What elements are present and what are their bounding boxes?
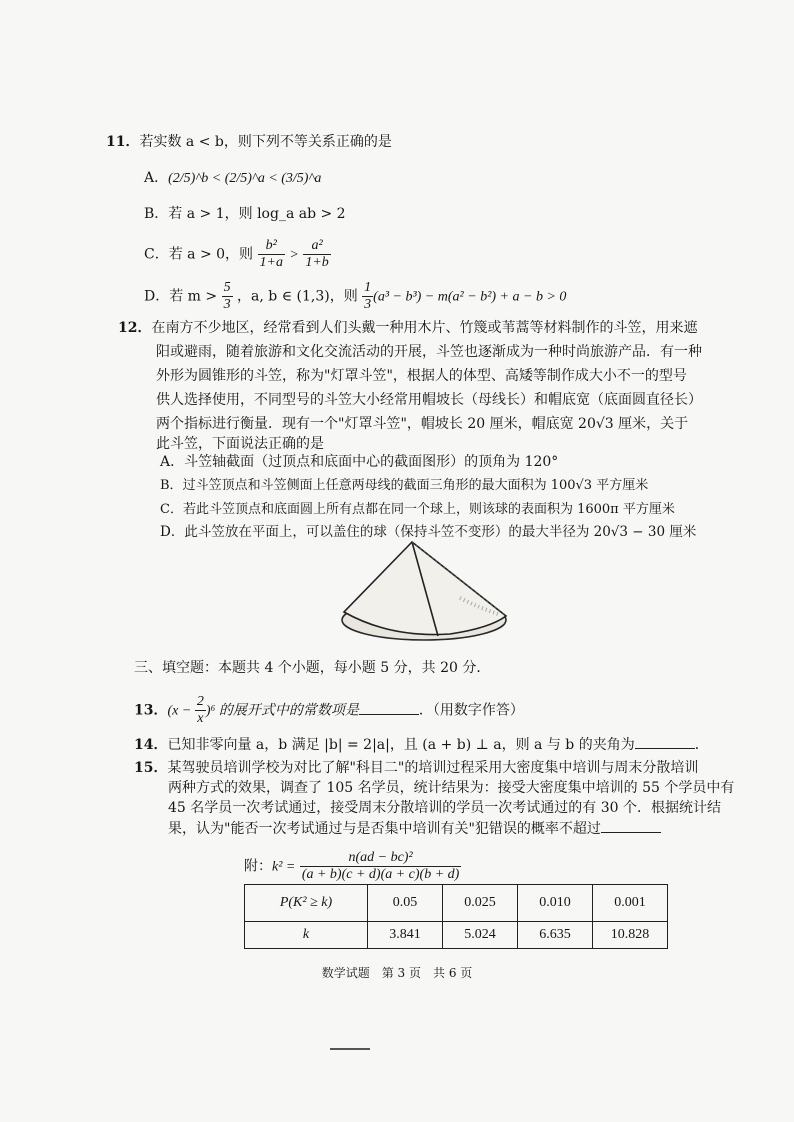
q14-answer-blank [635, 734, 695, 749]
q11-c-f1-num: b² [258, 238, 285, 255]
q12-option-c-text: 若此斗笠顶点和底面圆上所有点都在同一个球上，则该球的表面积为 1600π 平方厘米 [182, 502, 675, 517]
formula-lhs: k² = [272, 859, 296, 875]
q12-option-b-text: 过斗笠顶点和斗笠侧面上任意两母线的截面三角形的最大面积为 100√3 平方厘米 [182, 478, 649, 493]
table-row [245, 885, 668, 922]
q11-option-c [144, 238, 331, 271]
q11-d-fraction-m [222, 280, 233, 313]
q13-number: 13． [134, 702, 168, 719]
q13 [134, 694, 524, 727]
q14 [134, 734, 709, 755]
q12-line-1 [118, 318, 697, 338]
table-row [245, 922, 668, 949]
q11-option-c-prefix: 若 a > 0，则 [168, 246, 254, 263]
q12-option-c-label: C． [160, 502, 183, 517]
q15-appendix [244, 850, 461, 883]
table-cell: 3.841 [368, 922, 443, 949]
q14-text: 已知非零向量 a，b 满足 |b| = 2|a|，且 (a + b) ⊥ a，则 a 与 b 的夹角为 [167, 737, 635, 753]
table-cell: 0.001 [593, 885, 668, 922]
table-cell: 6.635 [518, 922, 593, 949]
page-footer: 数学试题 第 3 页 共 6 页 [321, 966, 473, 980]
q11-option-d-tail: (a³ − b³) − m(a² − b²) + a − b > 0 [373, 289, 567, 305]
q11-d-fraction-third [362, 280, 373, 313]
formula-denominator: (a + b)(c + d)(a + c)(b + d) [301, 867, 460, 882]
q12-number: 12． [118, 320, 152, 336]
q12-option-a-text: 斗笠轴截面（过顶点和底面中心的截面图形）的顶角为 120° [184, 454, 559, 470]
q11-option-d [144, 280, 566, 313]
table-row-head-p: P(K² ≥ k) [245, 885, 368, 922]
q11-option-a-label: A． [144, 170, 169, 186]
q12-option-b-label: B． [160, 478, 183, 493]
q15-line-1 [134, 758, 698, 778]
q11-d-f2-num: 1 [364, 280, 372, 295]
q11-d-f1-num: 5 [223, 280, 231, 295]
q13-frac-den: x [197, 711, 204, 726]
q11-option-d-prefix: 若 m > [169, 288, 218, 305]
q11-number: 11． [106, 134, 140, 150]
q12-line-2: 阳或避雨，随着旅游和文化交流活动的开展，斗笠也逐渐成为一种时尚旅游产品．有一种 [156, 344, 702, 360]
critical-value-table [244, 884, 668, 949]
q13-fraction [195, 694, 206, 727]
q12-option-c [160, 500, 675, 520]
scan-mark [330, 1048, 370, 1050]
q11-c-f2-num: a² [303, 238, 330, 255]
q15-line-4 [168, 818, 661, 839]
table-cell: 10.828 [593, 922, 668, 949]
q11-option-b-text: 若 a > 1，则 log_a ab > 2 [168, 206, 346, 222]
q12-option-a-label: A． [160, 454, 185, 470]
q15-number: 15． [134, 760, 168, 776]
q15-text-1: 某驾驶员培训学校为对比了解"科目二"的培训过程采用大密度集中培训与周末分散培训 [167, 760, 699, 776]
q11-c-f1-den: 1+a [259, 255, 283, 270]
q11-d-f1-den: 3 [223, 297, 231, 312]
q12-line-3: 外形为圆锥形的斗笠，称为"灯罩斗笠"，根据人的体型、高矮等制作成大小不一的型号 [156, 368, 687, 384]
bamboo-hat-illustration [330, 538, 510, 648]
table-cell: 0.05 [368, 885, 443, 922]
q11-c-f2-den: 1+b [305, 255, 329, 270]
q13-answer-blank [359, 700, 419, 715]
q15-line-2: 两种方式的效果，调查了 105 名学员，统计结果为：接受大密度集中培训的 55 个学员中有 [168, 780, 735, 796]
q15-answer-blank [601, 818, 661, 833]
q13-tail: ．（用数字作答） [418, 702, 524, 719]
q11-d-f2-den: 3 [364, 297, 372, 312]
q13-expr-pre: (x − [167, 703, 195, 719]
q11-c-fraction-left [258, 238, 285, 271]
q12-line-4: 供人选择使用，不同型号的斗笠大小经常用帽坡长（母线长）和帽底宽（底面圆直径长） [156, 392, 702, 408]
chi-square-formula [300, 850, 462, 883]
q14-number: 14． [134, 737, 168, 753]
q11-option-d-label: D． [144, 288, 170, 305]
section-title-fill-in: 三、填空题：本题共 4 个小题，每小题 5 分，共 20 分． [134, 660, 491, 676]
q14-tail: ． [694, 737, 709, 753]
q11-option-b [144, 204, 346, 224]
q13-frac-num: 2 [196, 694, 204, 709]
appendix-label: 附： [244, 858, 272, 875]
q11-stem [106, 132, 392, 152]
q13-expr-post: )⁶ 的展开式中的常数项是 [205, 703, 359, 719]
q11-stem-text: 若实数 a < b，则下列不等关系正确的是 [139, 134, 392, 150]
q12-text-1: 在南方不少地区，经常看到人们头戴一种用木片、竹篾或苇蒿等材料制作的斗笠，用来遮 [151, 320, 698, 336]
q15-text-4: 果，认为"能否一次考试通过与是否集中培训有关"犯错误的概率不超过 [168, 821, 601, 837]
q15-line-3: 45 名学员一次考试通过，接受周末分散培训的学员一次考试通过的有 30 个．根据统计结 [168, 800, 721, 816]
q11-c-relation: > [289, 247, 299, 263]
q12-line-5: 两个指标进行衡量．现有一个"灯罩斗笠"，帽坡长 20 厘米，帽底宽 20√3 厘米，关于 [156, 416, 689, 432]
table-cell: 0.010 [518, 885, 593, 922]
q11-option-d-mid: ，a, b ∈ (1,3)，则 [237, 288, 358, 305]
q12-option-d-label: D． [160, 524, 185, 540]
q12-option-b [160, 476, 648, 496]
q11-option-c-label: C． [144, 246, 169, 263]
table-row-head-k: k [245, 922, 368, 949]
table-cell: 5.024 [443, 922, 518, 949]
q11-option-a-text: (2/5)^b < (2/5)^a < (3/5)^a [168, 171, 322, 186]
formula-numerator: n(ad − bc)² [300, 850, 462, 867]
q11-option-b-label: B． [144, 206, 169, 222]
q12-option-d-text: 此斗笠放在平面上，可以盖住的球（保持斗笠不变形）的最大半径为 20√3 − 30 厘米 [184, 524, 697, 540]
table-cell: 0.025 [443, 885, 518, 922]
q11-c-fraction-right [303, 238, 330, 271]
q12-line-6: 此斗笠，下面说法正确的是 [156, 436, 324, 452]
q12-option-a [160, 452, 558, 472]
q11-option-a [144, 168, 321, 189]
